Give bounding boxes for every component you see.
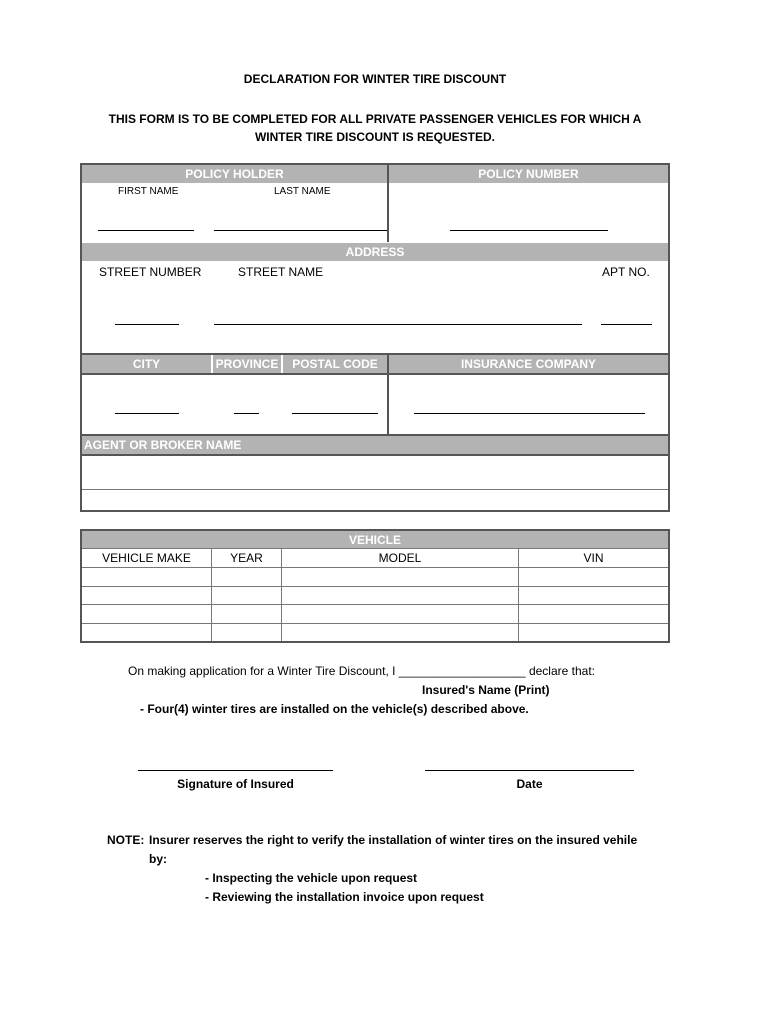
table-row[interactable] [82, 604, 668, 605]
column-header-model: MODEL [378, 551, 422, 565]
policy-holder-header: POLICY HOLDER [82, 165, 387, 183]
last-name-field[interactable] [214, 230, 387, 231]
apt-no-label: APT NO. [602, 265, 650, 279]
agent-header: AGENT OR BROKER NAME [82, 436, 668, 454]
street-name-label: STREET NAME [238, 265, 324, 279]
table-divider [211, 548, 212, 641]
table-divider [518, 548, 519, 641]
street-number-label: STREET NUMBER [99, 265, 202, 279]
first-name-field[interactable] [98, 230, 194, 231]
apt-no-field[interactable] [601, 324, 652, 325]
table-row[interactable] [82, 567, 668, 568]
insured-name-caption: Insured's Name (Print) [422, 683, 550, 697]
street-number-field[interactable] [115, 324, 179, 325]
divider [82, 454, 668, 456]
signature-field[interactable] [138, 770, 333, 771]
column-header-year: YEAR [230, 551, 263, 565]
policy-info-box [80, 163, 670, 512]
note-bullet-1: - Inspecting the vehicle upon request [205, 871, 418, 885]
declaration-line [128, 664, 595, 678]
policy-number-field[interactable] [450, 230, 608, 231]
note-prefix: NOTE: [107, 833, 145, 847]
province-header: PROVINCE [213, 355, 281, 373]
insurance-company-field[interactable] [414, 413, 645, 414]
table-row[interactable] [82, 623, 668, 624]
city-field[interactable] [115, 413, 179, 414]
divider [387, 355, 389, 435]
postal-code-header: POSTAL CODE [283, 355, 387, 373]
column-header-make: VEHICLE MAKE [102, 551, 191, 565]
date-caption: Date [516, 777, 543, 791]
street-name-field[interactable] [214, 324, 582, 325]
note-text-line2: by: [149, 852, 167, 866]
declaration-statement: - Four(4) winter tires are installed on the vehicle(s) described above. [140, 702, 529, 716]
vehicle-header: VEHICLE [82, 531, 668, 549]
table-row[interactable] [82, 586, 668, 587]
province-field[interactable] [234, 413, 259, 414]
date-field[interactable] [425, 770, 634, 771]
signature-caption: Signature of Insured [177, 777, 294, 791]
city-header: CITY [82, 355, 211, 373]
insurance-company-header: INSURANCE COMPANY [389, 355, 668, 373]
divider [82, 373, 668, 375]
form-subtitle: THIS FORM IS TO BE COMPLETED FOR ALL PRIVATE PASSENGER VEHICLES FOR WHICH A WINTER TIRE DISCOUNT IS REQUESTED. [108, 112, 642, 144]
declaration-prefix: On making application for a Winter Tire Discount, I [128, 664, 396, 678]
note-bullet-2: - Reviewing the installation invoice upon request [205, 890, 484, 904]
table-divider [82, 548, 668, 549]
first-name-label: FIRST NAME [118, 186, 179, 197]
agent-name-field[interactable] [82, 489, 668, 490]
table-divider [281, 548, 282, 641]
form-title: DECLARATION FOR WINTER TIRE DISCOUNT [243, 72, 507, 86]
column-header-vin: VIN [583, 551, 604, 565]
address-header: ADDRESS [82, 243, 668, 261]
declaration-suffix: declare that: [528, 664, 595, 678]
policy-number-header: POLICY NUMBER [389, 165, 668, 183]
last-name-label: LAST NAME [274, 186, 331, 197]
postal-code-field[interactable] [292, 413, 378, 414]
note-text-line1: Insurer reserves the right to verify the installation of winter tires on the insured vehile [149, 833, 638, 847]
insured-name-field[interactable]: ___________________ [398, 664, 526, 678]
